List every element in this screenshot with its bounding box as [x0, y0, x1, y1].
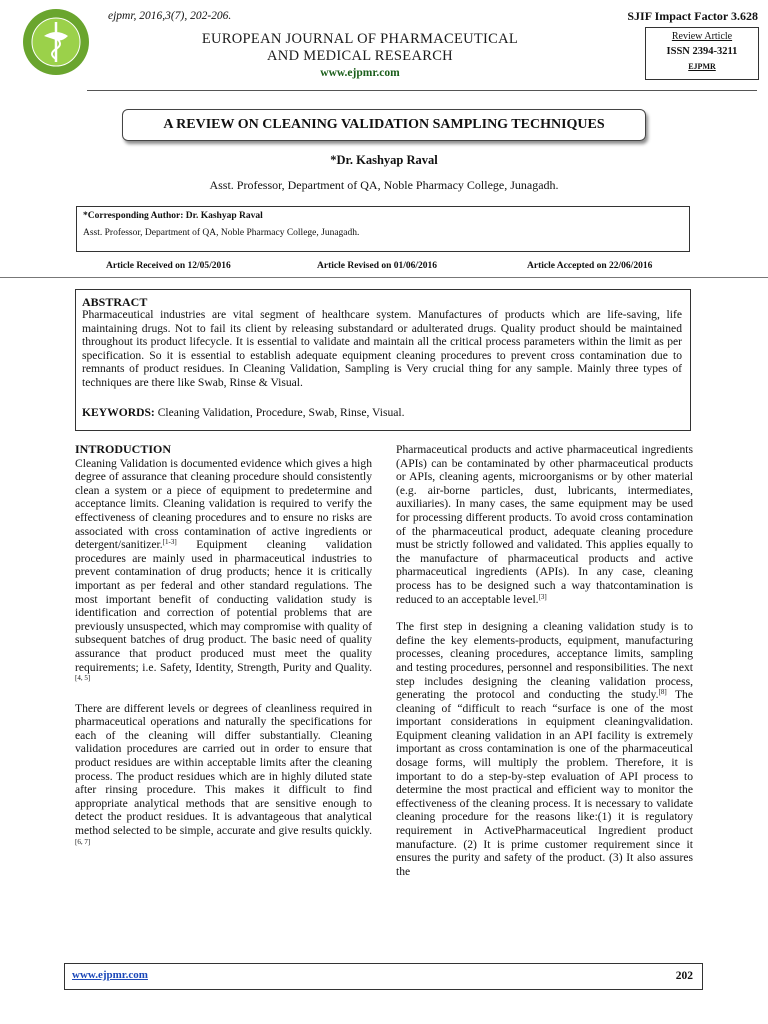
paragraph: Cleaning Validation is documented evidence which gives a high degree of assurance that cleaning procedure should consistently clean a system or a piece of equipment to predetermine and acceptance limits. Cleaning validation is required to verify the effectiveness of cleaning procedures and to ensure no risks are associated with cross contamination of active ingredients or detergent/sanitizer.[1-3] Equipment cleaning validation procedures are mainly used in pharmaceutical industries to prevent contamination of drug products; hence it is critically important as per federal and other standard regulations. The most important benefit of conducting validation study is identification and correction of potential problems that are previously unsuspected, which may compromise with quality of subsequent batches of drug product. The basic need of quality assurance that product produced must meet the quality requirements; i.e. Safety, Identity, Strength, Purity and Quality.[4, 5] — [75, 456, 372, 683]
body-right-column — [396, 443, 693, 892]
date-accepted: Article Accepted on 22/06/2016 — [527, 261, 653, 271]
article-type: Review Article — [671, 31, 733, 42]
abstract-heading: ABSTRACT — [82, 295, 148, 309]
journal-name-line1: EUROPEAN JOURNAL OF PHARMACEUTICAL — [201, 31, 519, 47]
issn: ISSN 2394-3211 — [666, 46, 738, 57]
introduction-heading: INTRODUCTION — [75, 442, 172, 456]
date-received: Article Received on 12/05/2016 — [106, 261, 231, 271]
article-title: A REVIEW ON CLEANING VALIDATION SAMPLING TECHNIQUES — [122, 109, 646, 141]
dates-divider — [0, 277, 768, 278]
journal-logo — [22, 8, 90, 76]
corresponding-affiliation: Asst. Professor, Department of QA, Noble Pharmacy College, Junagadh. — [83, 228, 360, 238]
page-footer — [64, 963, 703, 990]
keywords-label: KEYWORDS: — [82, 406, 155, 419]
paragraph: The first step in designing a cleaning validation study is to define the key elements-products, equipment, manufacturing processes, cleaning procedures, acceptance limits, sampling and testing procedures, personnel and responsibilities. The next step includes designing the cleaning validation process, generating the protocol and conducting the study.[8] The cleaning of “difficult to reach “surface is one of the most important considerations in equipment cleaningvalidation. Equipment cleaning validation in an API facility is extremely important as cross contamination is one of the pharmaceutical dosage forms, will multiply the problem. Therefore, it is important to do a step-by-step evaluation of API process to determine the most practical and efficient way to monitor the effectiveness of the cleaning process. It is necessary to validate cleaning procedure for the reasons like:(1) it is regulatory requirement in ActivePharmaceutical Ingredient product manufacture. (2) It is prime customer requirement since it ensures the purity and safety of the product. (3) It also assures the — [396, 620, 693, 878]
citation-ref[interactable]: [1-3] — [162, 538, 177, 547]
footer-url[interactable]: www.ejpmr.com — [72, 969, 148, 981]
impact-factor: SJIF Impact Factor 3.628 — [627, 9, 758, 23]
abstract-text: Pharmaceutical industries are vital segment of healthcare system. Manufactures of products which are life-saving, life maintaining drugs. Not to fail its client by releasing substandard or adulterated drugs. Quality product should be maintained throughout its product lifecycle. It is essential to validate and maintain all the critical process parameters within the limit as per specification. So it is essential to establish adequate equipment cleaning procedures to prevent cross contamination due to remnants of product residues. In Cleaning Validation, Sampling is Very crucial thing for any sample. Mainly three types of techniques are there like Swab, Rinse & Visual. — [82, 308, 682, 389]
page-number: 202 — [675, 970, 693, 982]
journal-name-line2: AND MEDICAL RESEARCH — [267, 48, 453, 64]
citation-line: ejpmr, 2016,3(7), 202-206. — [108, 10, 232, 22]
author-affiliation: Asst. Professor, Department of QA, Noble Pharmacy College, Junagadh. — [209, 178, 559, 192]
journal-abbrev: EJPMR — [688, 62, 716, 71]
corresponding-author-box — [76, 206, 690, 252]
journal-name — [150, 31, 570, 82]
abstract-box — [75, 289, 691, 431]
citation-ref[interactable]: [6, 7] — [75, 837, 91, 846]
date-revised: Article Revised on 01/06/2016 — [317, 261, 438, 271]
header-divider — [87, 90, 757, 91]
citation-ref[interactable]: [8] — [658, 688, 667, 697]
body-left-column — [75, 443, 372, 865]
issn-box — [645, 27, 759, 80]
paragraph: There are different levels or degrees of cleanliness required in pharmaceutical operations and naturally the specifications for each of the cleaning will differ substantially. Cleaning validation procedures are carried out in order to ensure that product residues are within acceptable limits after the cleaning process. The product residues which are in highly diluted state after rinsing procedure. This makes it difficult to find appropriate analytical methods that are sensitive enough to detect the product residues. It is advantageous that analytical method selected to be simple, accurate and give results quickly.[6, 7] — [75, 701, 372, 846]
keywords — [82, 406, 405, 419]
keywords-list: Cleaning Validation, Procedure, Swab, Rinse, Visual. — [157, 406, 405, 419]
journal-url[interactable]: www.ejpmr.com — [320, 67, 400, 79]
corresponding-author: *Corresponding Author: Dr. Kashyap Raval — [83, 211, 263, 221]
citation-ref[interactable]: [3] — [538, 592, 547, 601]
paragraph: Pharmaceutical products and active pharmaceutical ingredients (APIs) can be contaminated by other pharmaceutical products or APIs, cleaning agents, microorganisms or by other material (e.g. air-borne particles, dust, lubricants, intermediates, auxiliaries). In many cases, the same equipment may be used for processing different products. To avoid cross contamination of the pharmaceutical product, adequate cleaning procedure must be strictly followed and validated. This applies equally to the manufacture of pharmaceutical products and active pharmaceutical ingredients (APIs). In any case, cleaning process has to be designed such a way thatcontamination is reduced to an acceptable level.[3] — [396, 443, 693, 606]
citation-ref[interactable]: [4, 5] — [75, 674, 91, 683]
author-name: *Dr. Kashyap Raval — [330, 153, 438, 167]
